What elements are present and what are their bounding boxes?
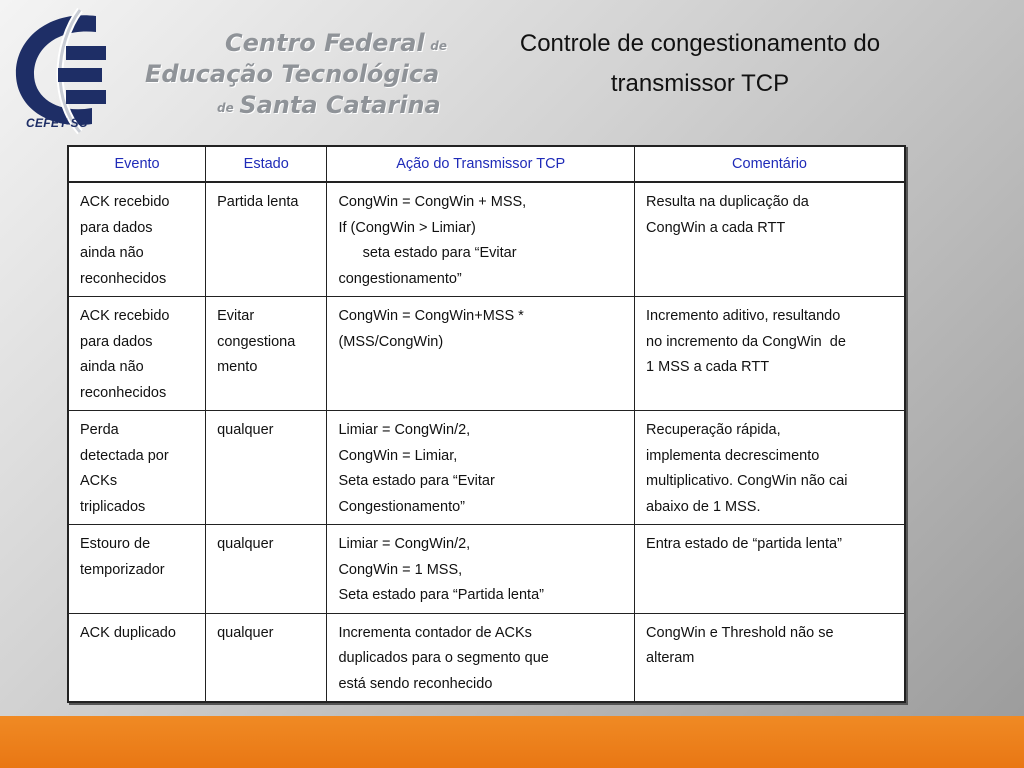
- institution-name: [145, 28, 485, 121]
- table-cell: [206, 411, 327, 525]
- table-row: [68, 525, 905, 614]
- cell-text: qualquer: [217, 536, 274, 552]
- table-cell: [635, 613, 905, 702]
- cell-text: Perda detectada por ACKs triplicados: [80, 422, 169, 515]
- cell-text: qualquer: [217, 624, 274, 641]
- cell-text: ACK recebido para dados ainda não reconhecidos: [80, 194, 170, 287]
- cell-text: Limiar = CongWin/2, CongWin = Limiar, Seta estado para “Evitar Congestionamento”: [338, 422, 495, 515]
- slide-title: [470, 24, 930, 104]
- table-row: [68, 411, 905, 525]
- cell-text: CongWin e Threshold não se alteram: [646, 624, 834, 666]
- table-cell: [206, 525, 327, 614]
- slide-title-line1: Controle de congestionamento do: [519, 30, 881, 57]
- cell-text: ACK recebido para dados ainda não reconhecidos: [80, 308, 170, 401]
- footer-orange-bar: [0, 716, 1024, 768]
- column-header-comentario: Comentário: [635, 146, 905, 182]
- table-cell: [68, 613, 206, 702]
- column-header-evento: Evento: [68, 146, 206, 182]
- table-cell: [327, 411, 635, 525]
- table-cell: [327, 525, 635, 614]
- institution-line1-suffix: de: [430, 39, 447, 53]
- cell-text: CongWin = CongWin+MSS * (MSS/CongWin): [338, 308, 524, 350]
- table-cell: [68, 525, 206, 614]
- table-cell: [635, 525, 905, 614]
- table-cell: [327, 613, 635, 702]
- cell-text: qualquer: [217, 422, 274, 438]
- institution-line3-prefix: de: [217, 101, 234, 115]
- cell-text: Estouro de temporizador: [80, 536, 165, 578]
- table-header-row: [68, 146, 905, 182]
- institution-line3: Santa Catarina: [239, 91, 441, 119]
- cell-text: Entra estado de “partida lenta”: [646, 536, 842, 552]
- table-cell: [327, 297, 635, 411]
- table-cell: [635, 411, 905, 525]
- logo-caption: CEFET-SC: [26, 116, 88, 130]
- cell-text: Incrementa contador de ACKs duplicados para o segmento que está sendo reconhecido: [338, 624, 549, 692]
- table-cell: [68, 182, 206, 297]
- column-header-estado: Estado: [206, 146, 327, 182]
- institution-line2: Educação Tecnológica: [145, 60, 440, 88]
- table-cell: [206, 182, 327, 297]
- tcp-congestion-table: [67, 145, 906, 703]
- table-cell: [327, 182, 635, 297]
- institution-line1: Centro Federal: [225, 29, 425, 57]
- table-cell: [635, 297, 905, 411]
- cell-text: Resulta na duplicação da CongWin a cada RTT: [646, 194, 809, 236]
- table-row: [68, 613, 905, 702]
- slide-title-line2: transmissor TCP: [610, 70, 790, 97]
- table-cell: [206, 297, 327, 411]
- cell-text: Evitar congestiona mento: [217, 308, 296, 375]
- cell-text: Partida lenta: [217, 194, 299, 210]
- table-cell: [635, 182, 905, 297]
- cell-text: Recuperação rápida, implementa decrescimento multiplicativo. CongWin não cai abaixo de 1 MSS.: [646, 422, 848, 515]
- cell-text: CongWin = CongWin + MSS, If (CongWin > Limiar) seta estado para “Evitar congestionamento”: [338, 194, 527, 287]
- table-cell: [68, 297, 206, 411]
- cell-text: Incremento aditivo, resultando no incremento da CongWin de 1 MSS a cada RTT: [646, 308, 846, 375]
- cell-text: Limiar = CongWin/2, CongWin = 1 MSS, Seta estado para “Partida lenta”: [338, 536, 544, 603]
- table-cell: [206, 613, 327, 702]
- cell-text: ACK duplicado: [80, 624, 176, 641]
- table-row: [68, 182, 905, 297]
- table-row: [68, 297, 905, 411]
- table-cell: [68, 411, 206, 525]
- column-header-acao: Ação do Transmissor TCP: [327, 146, 635, 182]
